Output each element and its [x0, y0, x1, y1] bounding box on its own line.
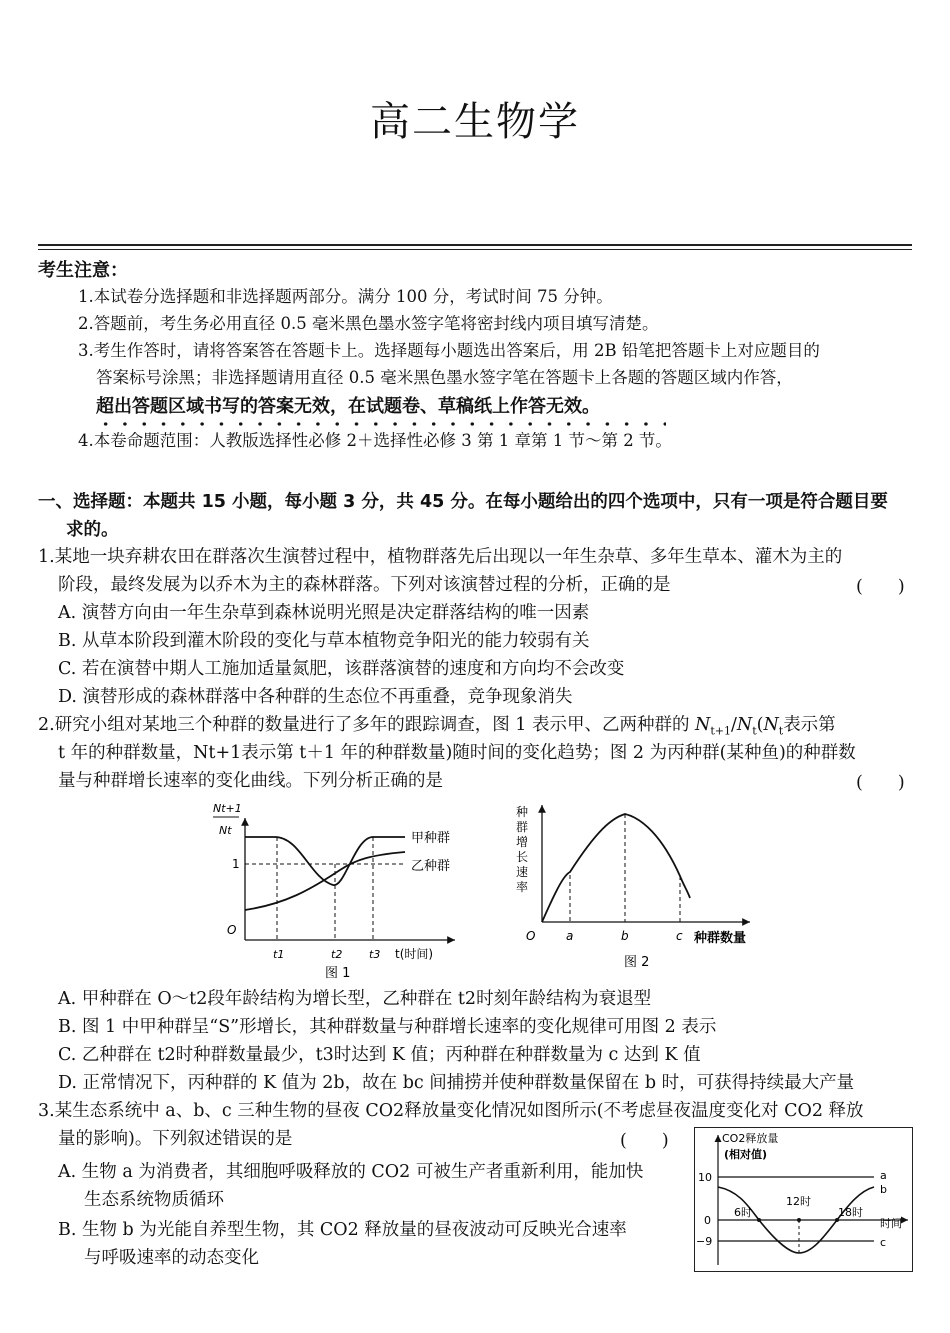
q2-paren: ( [756, 715, 764, 735]
q3-stem-line1: 3.某生态系统中 a、b、c 三种生物的昼夜 CO2释放量变化情况如图所示(不考虑昼夜温度变化对 CO2 释放 [38, 1101, 864, 1121]
fig3-xtick-12: 12时 [786, 1195, 811, 1208]
notice-heading: 考生注意： [38, 260, 128, 281]
fig1-tick-1: 1 [232, 857, 240, 871]
fig1-origin: O [227, 923, 237, 937]
q1-answer-paren: ( ) [856, 577, 905, 597]
page-title: 高二生物学 [370, 99, 580, 145]
notice-item-3: 3.考生作答时，请将答案答在答题卡上。选择题每小题选出答案后，用 2B 铅笔把答题卡上对应题目的 [78, 341, 820, 360]
q1-option-c: C. 若在演替中期人工施加适量氮肥，该群落演替的速度和方向均不会改变 [58, 659, 625, 679]
section-heading [38, 488, 888, 544]
q2-stem-line2: t 年的种群数量，Nt+1表示第 t＋1 年的种群数量)随时间的变化趋势；图 2 为丙种群(某种鱼)的种群数 [58, 743, 856, 763]
fig3-xlabel: 时间 [880, 1217, 902, 1230]
fig3-ylabel: CO2释放量 [722, 1132, 779, 1145]
q2-option-d: D. 正常情况下，丙种群的 K 值为 2b，故在 bc 间捕捞并使种群数量保留在 b 时，可获得持续最大产量 [58, 1073, 855, 1093]
fig2-xtick-c: c [676, 929, 683, 943]
header-rule [38, 244, 912, 246]
q2-answer-paren: ( ) [856, 773, 905, 793]
q3-option-a-cont: 生态系统物质循环 [84, 1190, 224, 1210]
q3-option-a: A. 生物 a 为消费者，其细胞呼吸释放的 CO2 可被生产者重新利用，能加快 [58, 1162, 644, 1182]
q2-stem-text2: 表示第 [783, 715, 836, 735]
fig3-xtick-6: 6时 [734, 1206, 752, 1219]
q2-slash: / [730, 715, 737, 735]
q1-option-d: D. 演替形成的森林群落中各种群的生态位不再重叠，竞争现象消失 [58, 687, 573, 707]
q2-option-a: A. 甲种群在 O～t2段年龄结构为增长型，乙种群在 t2时刻年龄结构为衰退型 [58, 989, 652, 1009]
q2-sub: t+1 [710, 724, 731, 738]
q1-stem-line2: 阶段，最终发展为以乔木为主的森林群落。下列对该演替过程的分析，正确的是 [58, 575, 671, 595]
q2-stem-line3: 量与种群增长速率的变化曲线。下列分析正确的是 [58, 771, 443, 791]
figure-3 [694, 1127, 914, 1273]
fig3-label-c: c [880, 1236, 887, 1249]
fig1-legend-yi: 乙种群 [411, 859, 451, 874]
fig1-ylabel-num: Nt+1 [213, 802, 242, 815]
header-rule-thin [38, 249, 912, 250]
fig1-caption: 图 1 [325, 966, 351, 980]
notice-item-2: 2.答题前，考生务必用直径 0.5 毫米黑色墨水签字笔将密封线内项目填写清楚。 [78, 314, 659, 333]
fig1-curve-jia [245, 837, 405, 885]
figure-2 [512, 800, 772, 980]
q2-stem-text: 2.研究小组对某地三个种群的数量进行了多年的跟踪调查，图 1 表示甲、乙两种群的 [38, 715, 696, 735]
figure-1 [205, 800, 470, 980]
fig1-xtick-t3: t3 [369, 948, 381, 961]
q3-option-b: B. 生物 b 为光能自养型生物，其 CO2 释放量的昼夜波动可反映光合速率 [58, 1220, 627, 1240]
notice-item-4: 4.本卷命题范围：人教版选择性必修 2＋选择性必修 3 第 1 章第 1 节～第 2 节。 [78, 431, 672, 450]
fig3-label-a: a [880, 1169, 887, 1182]
fig2-ylabel-4: 速 [516, 865, 529, 879]
fig2-ylabel-1: 群 [516, 820, 529, 834]
q3-option-b-cont: 与呼吸速率的动态变化 [84, 1248, 259, 1268]
notice-item-3-emphasis: 超出答题区域书写的答案无效，在试题卷、草稿纸上作答无效。 [96, 396, 600, 417]
fig1-ylabel-den: Nt [219, 824, 232, 837]
q2-sub3: t [778, 724, 784, 738]
fig2-ylabel-3: 长 [516, 850, 529, 864]
q2-n3: N [763, 715, 779, 735]
fig1-xtick-t2: t2 [331, 948, 343, 961]
fig2-origin: O [526, 929, 536, 943]
fig2-ylabel-2: 增 [516, 835, 529, 849]
fig2-xtick-a: a [566, 929, 574, 943]
notice-item-1: 1.本试卷分选择题和非选择题两部分。满分 100 分，考试时间 75 分钟。 [78, 287, 613, 306]
fig2-xtick-b: b [621, 929, 629, 943]
q1-option-b: B. 从草本阶段到灌木阶段的变化与草本植物竞争阳光的能力较弱有关 [58, 631, 590, 651]
q2-stem-line1 [38, 713, 836, 744]
q3-answer-paren: ( ) [620, 1131, 669, 1151]
fig3-label-b: b [880, 1183, 887, 1196]
emphasis-dots [96, 422, 666, 426]
section-heading-line1: 一、选择题：本题共 15 小题，每小题 3 分，共 45 分。在每小题给出的四个选项中，只有一项是符合题目要 [38, 492, 888, 512]
fig1-legend-jia: 甲种群 [411, 831, 451, 846]
q1-option-a: A. 演替方向由一年生杂草到森林说明光照是决定群落结构的唯一因素 [58, 603, 590, 623]
fig2-curve [542, 814, 690, 922]
fig1-xtick-t1: t1 [273, 948, 285, 961]
q2-n2: N [736, 715, 753, 735]
q2-n: N [695, 715, 711, 735]
q2-option-b: B. 图 1 中甲种群呈“S”形增长，其种群数量与种群增长速率的变化规律可用图 2 表示 [58, 1017, 717, 1037]
q3-stem-line2: 量的影响)。下列叙述错误的是 [58, 1129, 293, 1149]
fig3-ylabel-unit: (相对值) [724, 1148, 768, 1161]
fig2-ylabel-0: 种 [516, 805, 529, 819]
fig3-ytick-0: 0 [704, 1214, 711, 1227]
notice-item-3-cont: 答案标号涂黑；非选择题请用直径 0.5 毫米黑色墨水签字笔在答题卡上各题的答题区域内作答， [96, 368, 793, 387]
q2-option-c: C. 乙种群在 t2时种群数量最少，t3时达到 K 值；丙种群在种群数量为 c 达到 K 值 [58, 1045, 701, 1065]
fig3-ytick-m9: −9 [696, 1235, 713, 1248]
section-heading-line2: 求的。 [66, 520, 119, 540]
q2-sub2: t [752, 724, 757, 738]
fig2-ylabel-5: 率 [516, 880, 529, 894]
fig2-caption: 图 2 [624, 955, 650, 970]
fig3-ytick-10: 10 [698, 1171, 712, 1184]
q1-stem-line1: 1.某地一块弃耕农田在群落次生演替过程中，植物群落先后出现以一年生杂草、多年生草本、灌木为主的 [38, 547, 843, 567]
fig3-xtick-18: 18时 [838, 1206, 863, 1219]
fig1-xlabel: t(时间) [395, 947, 434, 961]
fig2-xlabel: 种群数量 [694, 931, 747, 946]
